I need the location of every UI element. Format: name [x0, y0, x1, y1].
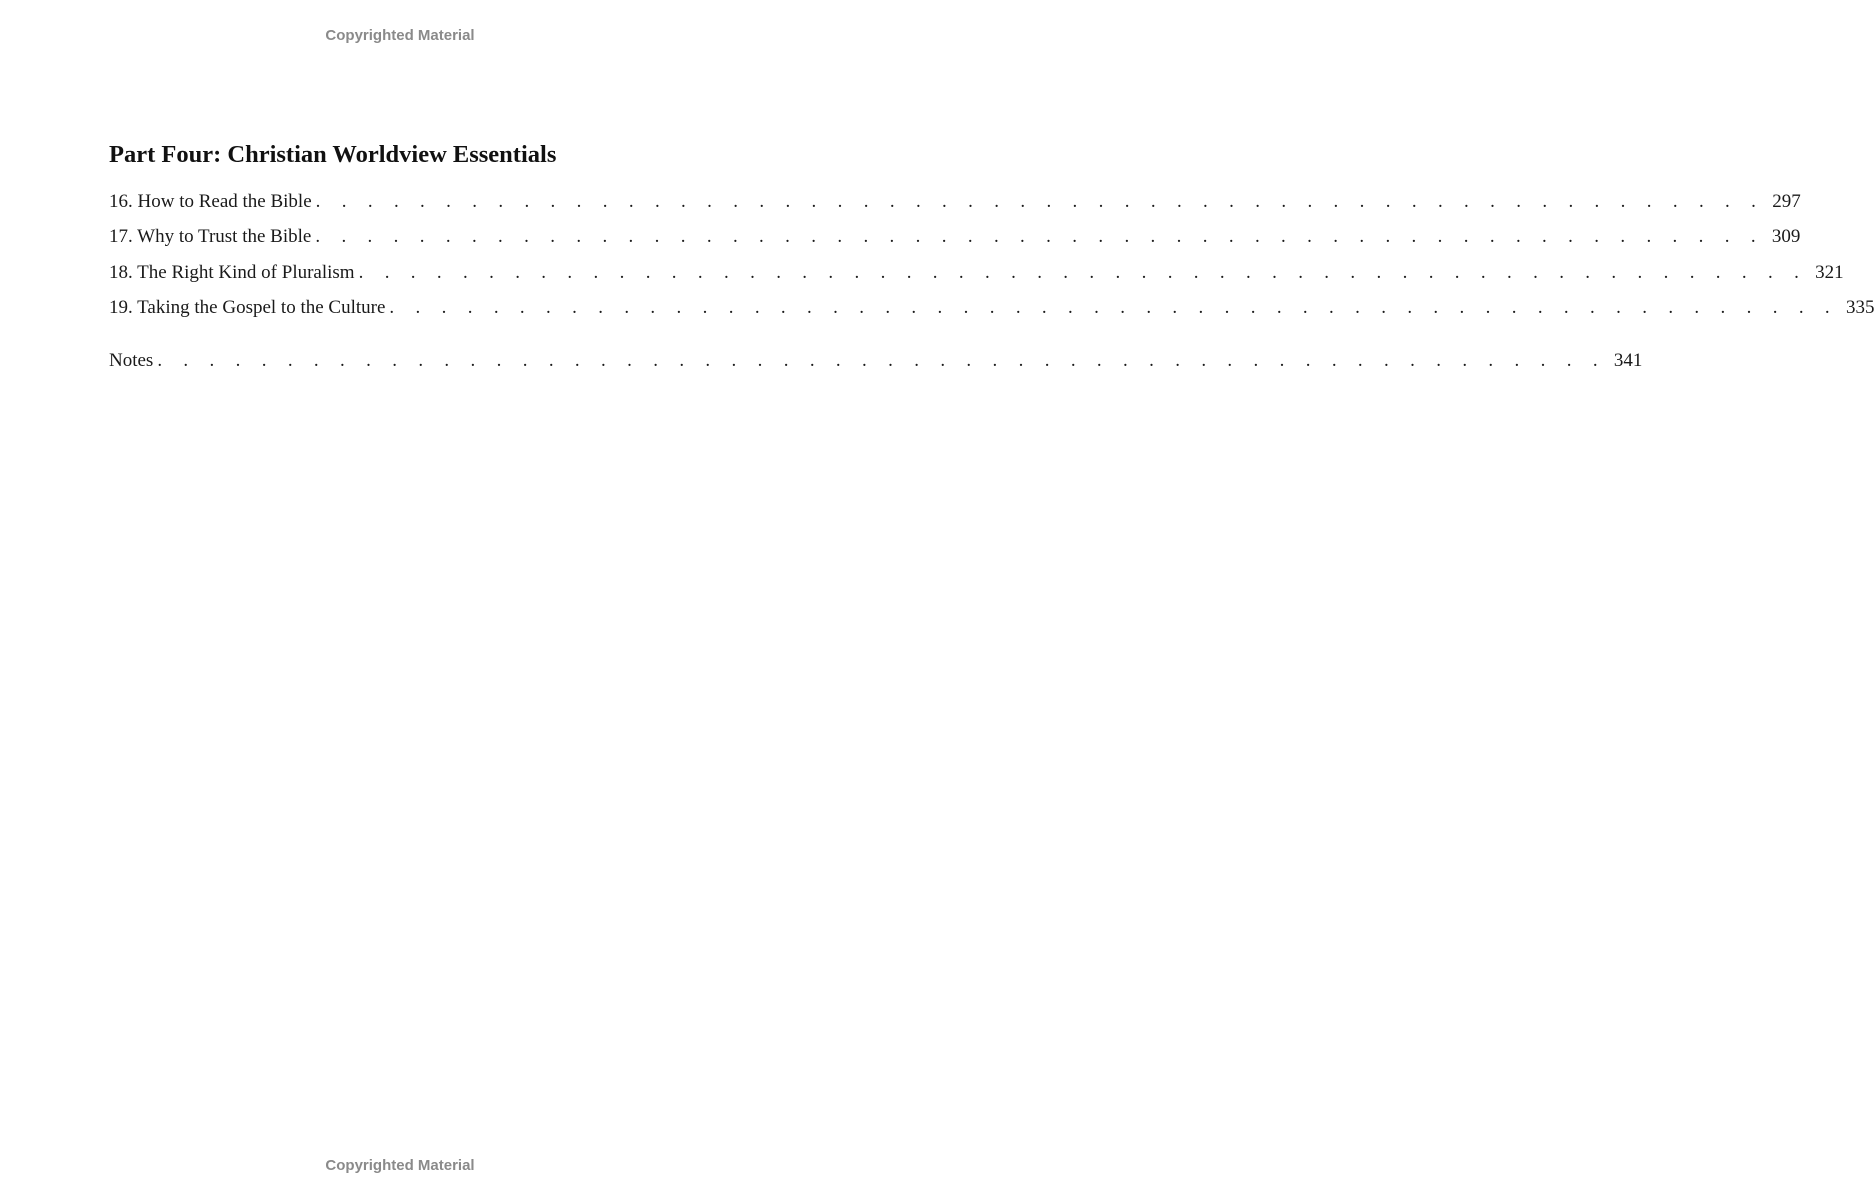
toc-entry-notes[interactable]	[109, 343, 1643, 378]
toc-entry-label: Notes	[109, 350, 154, 372]
dot-leader: . . . . . . . . . . . . . . . . . . . . . . . . . . . . . . . . . . . . . . . . . . . . . . . . . . . . . . . .	[358, 261, 1808, 283]
dot-leader: . . . . . . . . . . . . . . . . . . . . . . . . . . . . . . . . . . . . . . . . . . . . . . . . . . . . . . . .	[315, 226, 1764, 248]
toc-entry-chapter-19[interactable]	[109, 290, 1874, 325]
toc-entry-chapter-18[interactable]	[109, 255, 1844, 290]
toc-entry-page-number: 341	[1613, 350, 1643, 372]
copyright-watermark-top: Copyrighted Material	[325, 27, 475, 44]
toc-entry-page-number: 309	[1771, 226, 1801, 248]
dot-leader: . . . . . . . . . . . . . . . . . . . . . . . . . . . . . . . . . . . . . . . . . . . . . . . . . . . . . . . .	[157, 350, 1606, 372]
toc-entry-label: 19. Taking the Gospel to the Culture	[109, 296, 386, 318]
toc-entry-label: 18. The Right Kind of Pluralism	[109, 261, 355, 283]
dot-leader: . . . . . . . . . . . . . . . . . . . . . . . . . . . . . . . . . . . . . . . . . . . . . . . . . . . . . . . .	[315, 191, 1765, 212]
toc-entry-chapter-16[interactable]	[109, 184, 1801, 219]
toc-entry-label: 17. Why to Trust the Bible	[109, 226, 312, 248]
toc-entry-page-number: 335	[1845, 296, 1874, 318]
dot-leader: . . . . . . . . . . . . . . . . . . . . . . . . . . . . . . . . . . . . . . . . . . . . . . . . . . . . . . . .	[389, 296, 1838, 318]
toc-entry-chapter-17[interactable]	[109, 219, 1801, 254]
copyright-watermark-bottom: Copyrighted Material	[325, 1157, 475, 1174]
table-of-contents	[109, 138, 1874, 378]
part-title: Part Four: Christian Worldview Essentials	[109, 141, 557, 168]
toc-entry-page-number: 297	[1772, 191, 1801, 212]
toc-entry-label: 16. How to Read the Bible	[109, 191, 312, 212]
toc-entry-page-number: 321	[1815, 261, 1844, 283]
